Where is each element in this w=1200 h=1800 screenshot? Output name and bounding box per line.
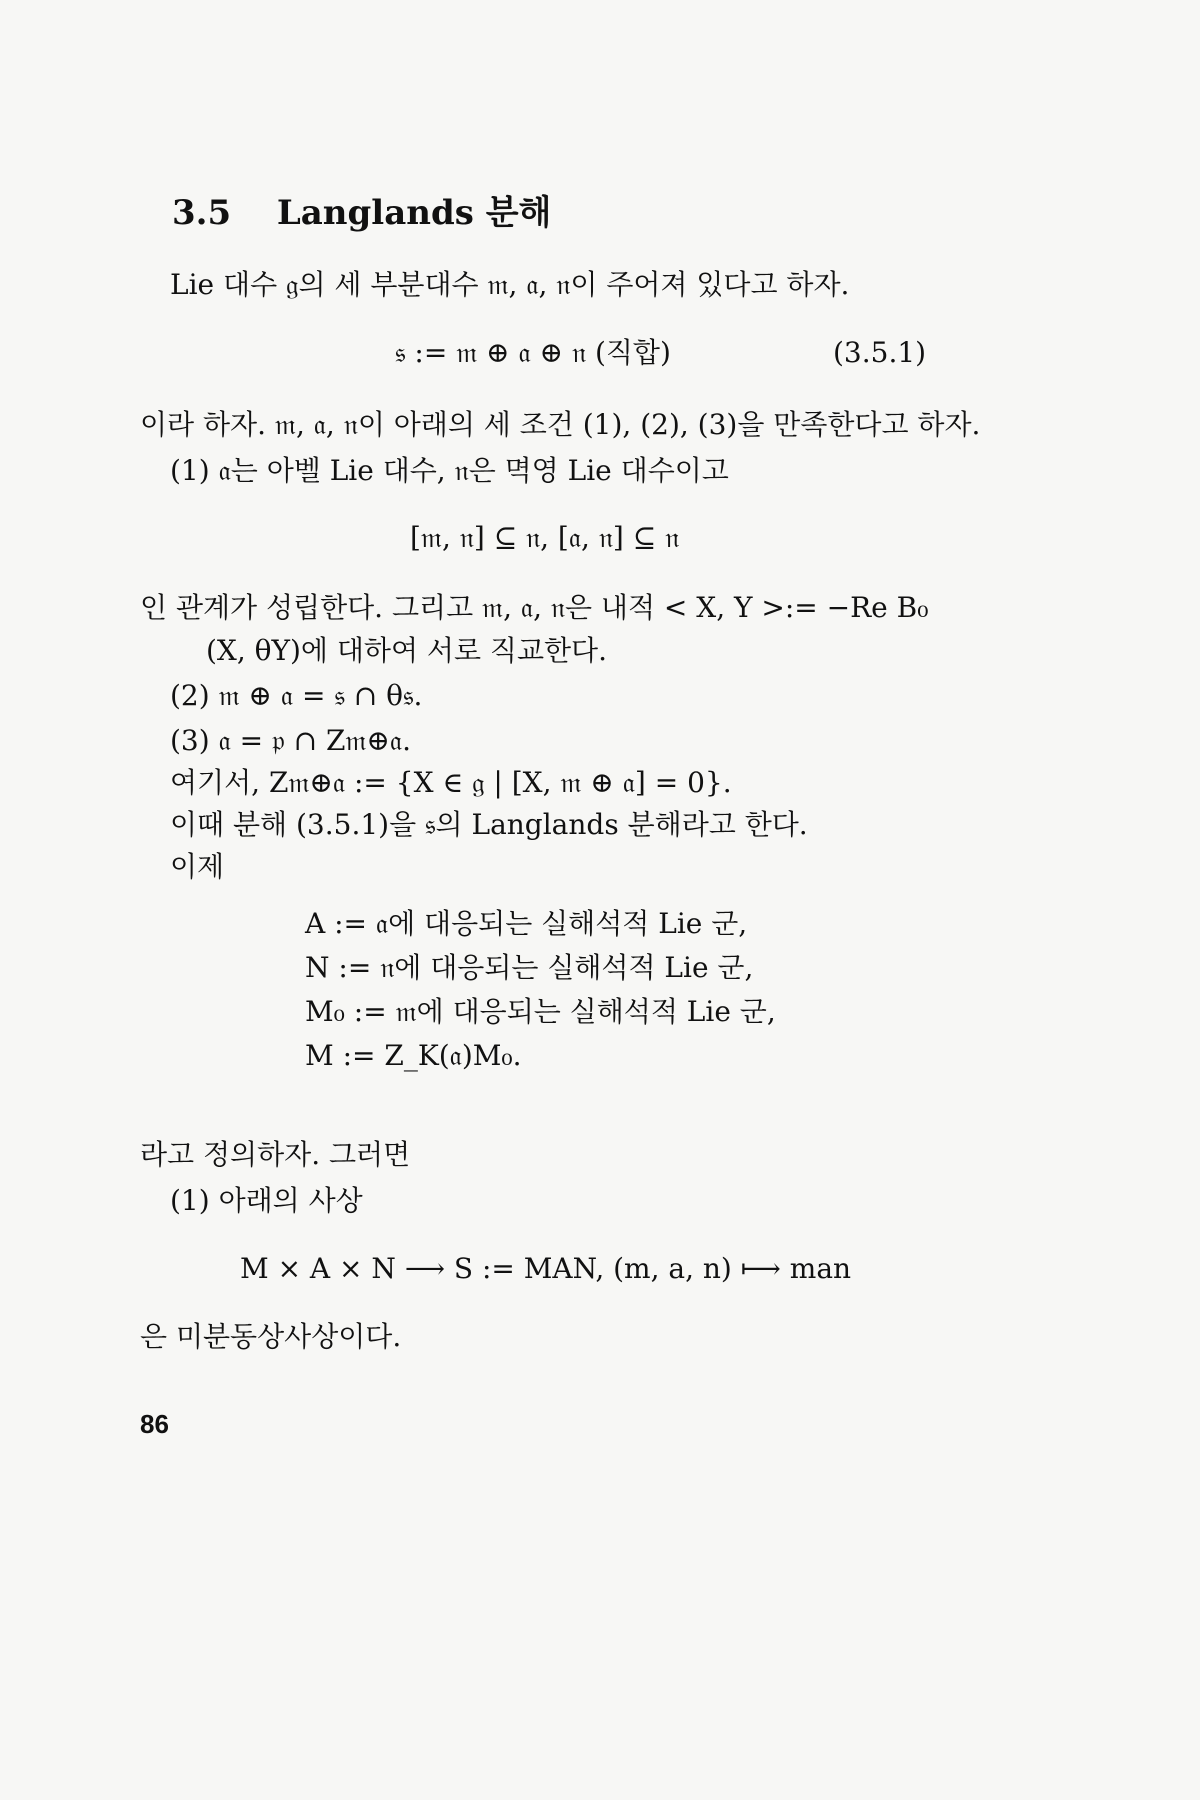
result-1: (1) 아래의 사상 [170, 1184, 363, 1217]
condition-3: (3) 𝔞 = 𝔭 ∩ Z𝔪⊕𝔞. [170, 724, 412, 757]
definition-A: A := 𝔞에 대응되는 실해석적 Lie 군, [305, 907, 748, 940]
condition-1-formula: [𝔪, 𝔫] ⊆ 𝔫, [𝔞, 𝔫] ⊆ 𝔫 [410, 521, 680, 554]
equation-number: (3.5.1) [833, 336, 927, 369]
page-number: 86 [140, 1409, 169, 1439]
where-clause: 여기서, Z𝔪⊕𝔞 := {X ∈ 𝔤 | [X, 𝔪 ⊕ 𝔞] = 0}. [170, 766, 732, 799]
then-line: 라고 정의하자. 그러면 [140, 1138, 411, 1171]
condition-1-text-line1: 인 관계가 성립한다. 그리고 𝔪, 𝔞, 𝔫은 내적 < X, Y >:= −Re B₀ [140, 591, 929, 624]
condition-1-text-line2: (X, θY)에 대하여 서로 직교한다. [206, 634, 608, 667]
condition-1: (1) 𝔞는 아벨 Lie 대수, 𝔫은 멱영 Lie 대수이고 [170, 454, 729, 487]
condition-2: (2) 𝔪 ⊕ 𝔞 = 𝔰 ∩ θ𝔰. [170, 679, 423, 712]
map-formula: M × A × N ⟶ S := MAN, (m, a, n) ⟼ man [240, 1252, 852, 1285]
definition-N: N := 𝔫에 대응되는 실해석적 Lie 군, [305, 951, 754, 984]
now-word: 이제 [170, 850, 225, 883]
conditions-intro: 이라 하자. 𝔪, 𝔞, 𝔫이 아래의 세 조건 (1), (2), (3)을 만족한다고 하자. [140, 408, 981, 441]
conclusion: 은 미분동상사상이다. [140, 1320, 402, 1353]
equation-351: 𝔰 := 𝔪 ⊕ 𝔞 ⊕ 𝔫 (직합) [395, 336, 671, 369]
intro-line: Lie 대수 𝔤의 세 부분대수 𝔪, 𝔞, 𝔫이 주어져 있다고 하자. [170, 268, 850, 301]
definition-M0: M₀ := 𝔪에 대응되는 실해석적 Lie 군, [305, 995, 776, 1028]
section-number: 3.5 [172, 193, 232, 233]
section-title: Langlands 분해 [276, 193, 552, 233]
section-heading [172, 193, 551, 234]
decomposition-name: 이때 분해 (3.5.1)을 𝔰의 Langlands 분해라고 한다. [170, 808, 808, 841]
definition-M: M := Z_K(𝔞)M₀. [305, 1039, 522, 1072]
